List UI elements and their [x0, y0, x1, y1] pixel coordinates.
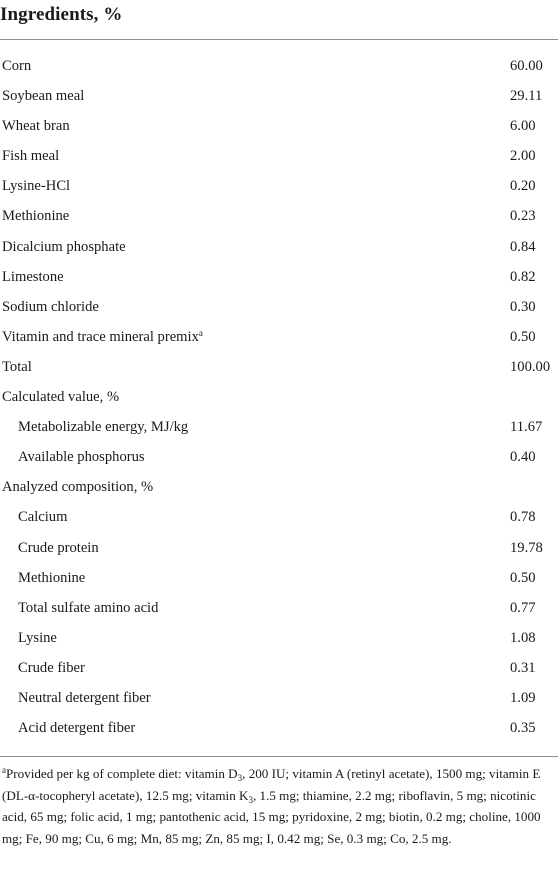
row-label	[2, 51, 31, 81]
row-label-text: Crude fiber	[18, 659, 85, 676]
table-row	[0, 322, 558, 352]
row-label-text: Limestone	[2, 268, 64, 285]
row-label	[2, 141, 59, 171]
ingredients-table	[0, 51, 558, 743]
table-header: Ingredients, %	[0, 4, 123, 25]
footnote-ref: a	[198, 327, 203, 338]
footer-rule	[0, 756, 558, 757]
row-label	[18, 412, 188, 442]
row-value: 0.84	[510, 238, 536, 255]
table-row	[0, 713, 558, 743]
row-value: 0.20	[510, 178, 536, 195]
row-label-text: Total sulfate amino acid	[18, 599, 159, 616]
table-row	[0, 563, 558, 593]
row-label	[2, 232, 126, 262]
row-label	[2, 352, 32, 382]
row-label-text: Vitamin and trace mineral premix	[2, 328, 199, 345]
row-value: 11.67	[510, 419, 543, 436]
row-value: 0.23	[510, 208, 536, 225]
row-label	[18, 502, 67, 532]
table-row	[0, 593, 558, 623]
table-footnote	[2, 763, 554, 849]
footnote-subscript-k3: 3	[248, 794, 253, 805]
footnote-text-1: Provided per kg of complete diet: vitamin D	[6, 766, 238, 781]
row-label-text: Calculated value, %	[2, 389, 120, 406]
header-rule	[0, 39, 558, 40]
row-label-text: Lysine	[18, 629, 57, 646]
row-label-text: Methionine	[2, 208, 70, 225]
row-value: 0.35	[510, 720, 536, 737]
table-row	[0, 623, 558, 653]
row-label	[2, 81, 84, 111]
row-value: 60.00	[510, 58, 543, 74]
row-label-text: Acid detergent fiber	[18, 720, 136, 737]
row-label	[2, 111, 70, 141]
row-label-text: Dicalcium phosphate	[2, 238, 126, 255]
footnote-subscript-d3: 3	[237, 773, 243, 783]
row-label	[2, 472, 153, 502]
table-row	[0, 111, 558, 141]
row-value: 100.00	[510, 358, 551, 375]
footnote-marker: a	[2, 765, 6, 775]
row-label	[2, 322, 203, 352]
table-row	[0, 171, 558, 201]
row-label-text: Soybean meal	[2, 88, 85, 105]
row-label	[18, 593, 158, 623]
table-row	[0, 352, 558, 382]
row-value: 0.31	[510, 659, 536, 676]
row-label-text: Crude protein	[18, 539, 99, 556]
row-value: 1.09	[510, 689, 536, 706]
footnote-text-3: , 1.5 mg; thiamine, 2.2 mg; riboflavin, 5 mg; nicotinic acid, 65 mg; folic acid, 1 mg; pantothenic acid, 15 mg; pyridoxine, 2 mg; biotin, 0.2 mg; choline, 1000 mg; Fe, 90 mg; Cu, 6 mg; Mn, 85 mg; Zn, 85 mg; I, 0.42 mg; Se, 0.3 mg; Co, 2.5 mg.	[2, 787, 541, 846]
table-row	[0, 502, 558, 532]
row-label	[2, 171, 70, 201]
row-label-text: Calcium	[18, 509, 68, 526]
row-label-text: Lysine-HCl	[2, 178, 71, 195]
row-label	[18, 713, 135, 743]
row-label	[18, 653, 85, 683]
row-value: 0.50	[510, 569, 536, 586]
row-label	[18, 623, 57, 653]
row-label	[2, 292, 99, 322]
row-label-text: Metabolizable energy, MJ/kg	[18, 419, 189, 436]
table-row	[0, 201, 558, 231]
row-value: 0.50	[510, 328, 536, 345]
table-row	[0, 232, 558, 262]
row-value: 29.11	[510, 88, 543, 105]
table-row	[0, 412, 558, 442]
row-label-text: Analyzed composition, %	[2, 479, 154, 496]
row-label-text: Neutral detergent fiber	[18, 689, 151, 706]
row-label	[2, 201, 69, 231]
row-label	[18, 563, 85, 593]
row-label-text: Available phosphorus	[18, 449, 145, 466]
table-row	[0, 292, 558, 322]
table-row	[0, 653, 558, 683]
table-row	[0, 472, 558, 502]
table-row	[0, 51, 558, 81]
row-label-text: Wheat bran	[2, 118, 70, 135]
table-row	[0, 442, 558, 472]
table-row	[0, 81, 558, 111]
row-value: 0.77	[510, 599, 536, 616]
row-label	[18, 442, 145, 472]
row-label	[2, 382, 119, 412]
row-value: 6.00	[510, 118, 536, 135]
table-row	[0, 382, 558, 412]
row-value: 19.78	[510, 539, 543, 556]
table-row	[0, 533, 558, 563]
row-value: 0.82	[510, 268, 536, 285]
table-row	[0, 141, 558, 171]
row-value: 0.78	[510, 509, 536, 526]
row-value: 0.30	[510, 298, 536, 315]
row-value: 1.08	[510, 629, 536, 646]
footnote-text-2: , 200 IU; vitamin A (retinyl acetate), 1500 mg; vitamin E (DL-α-tocopheryl acetate), 12.5 mg; vitamin K	[2, 766, 541, 803]
row-label	[18, 533, 99, 563]
row-label-text: Sodium chloride	[2, 298, 99, 315]
row-label-text: Corn	[2, 58, 32, 74]
row-label	[2, 262, 64, 292]
row-label-text: Methionine	[18, 569, 86, 586]
row-value: 2.00	[510, 148, 536, 165]
row-label-text: Fish meal	[2, 148, 60, 165]
row-label	[18, 683, 151, 713]
table-row	[0, 262, 558, 292]
row-value: 0.40	[510, 449, 536, 466]
table-row	[0, 683, 558, 713]
row-label-text: Total	[2, 358, 32, 375]
